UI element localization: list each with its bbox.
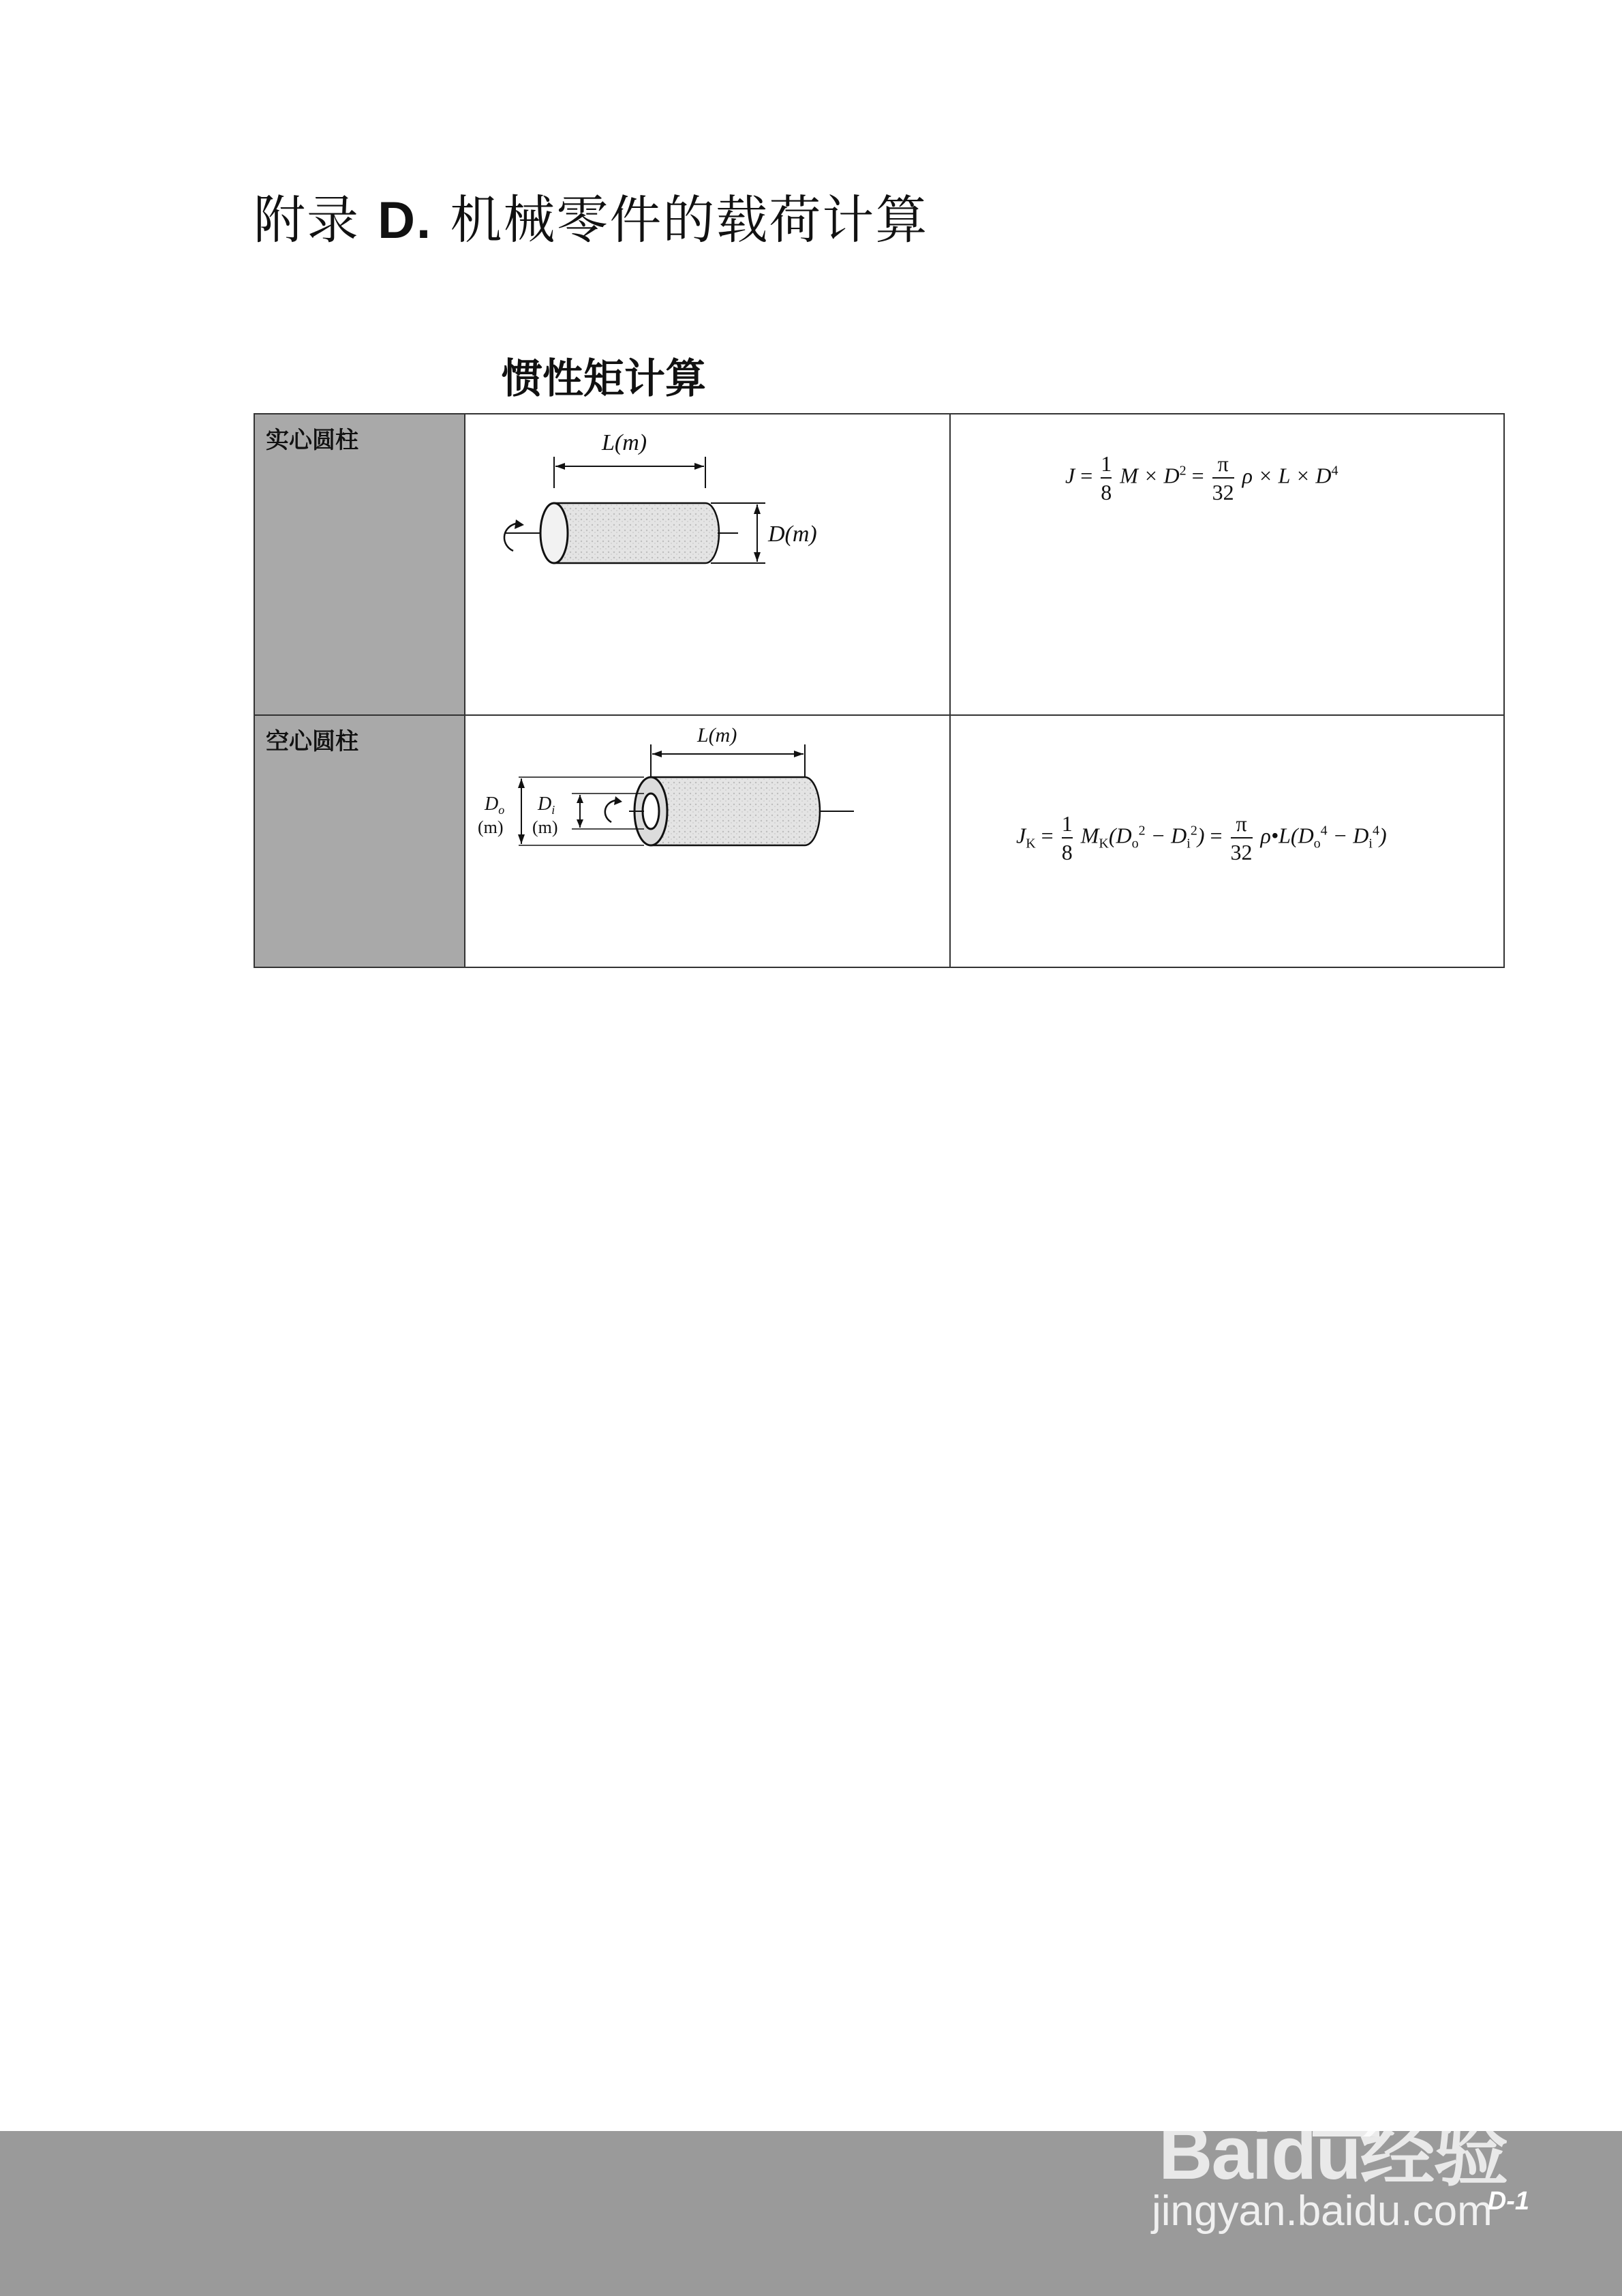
table-row bbox=[254, 715, 1504, 967]
formula-solid: J = $\frac{1}{8}$ $M \times D^2$ = $\frac{\pi}{32}$ $\rho \times L \times D^4$ bbox=[1065, 451, 1338, 504]
inner-unit-label: (m) bbox=[532, 817, 558, 837]
formula-eq: = bbox=[1191, 463, 1204, 488]
formula-cell-hollow bbox=[950, 715, 1504, 967]
watermark-url: jingyan.baidu.com bbox=[1152, 2188, 1493, 2235]
hollow-cylinder-figure bbox=[465, 716, 949, 967]
formula-hollow: $J_K$ = $\frac{1}{8}$ $M_K(D_o^2 - D_i^2)$ = $\frac{\pi}{32}$ $\rho•L(D_o^4 - D_i^4)$ bbox=[1016, 811, 1387, 864]
formula-mid: M × D bbox=[1120, 463, 1180, 488]
watermark-logo: Baidu经验 bbox=[1159, 2111, 1508, 2195]
solid-cylinder-figure bbox=[465, 414, 949, 714]
table-row bbox=[254, 414, 1504, 715]
title-prefix: 附录 bbox=[254, 190, 378, 250]
fraction-one-eighth: $\frac{1}{8}$ bbox=[1061, 811, 1073, 864]
inner-diameter-label: $D_i$ bbox=[538, 794, 555, 817]
hollow-length-label: L(m) bbox=[697, 724, 737, 746]
inertia-table bbox=[254, 413, 1505, 968]
title-suffix: 机械零件的载荷计算 bbox=[432, 190, 929, 250]
outer-diameter-label: $D_o$ bbox=[485, 794, 505, 817]
fraction-pi-32: $\frac{\pi}{32}$ bbox=[1230, 811, 1253, 864]
formula-cell-solid bbox=[950, 414, 1504, 715]
fraction-one-eighth: $\frac{1}{8}$ bbox=[1101, 451, 1112, 504]
formula-lhs: J bbox=[1065, 463, 1075, 488]
formula-eq: = bbox=[1080, 463, 1093, 488]
length-label: L(m) bbox=[602, 430, 647, 455]
fraction-pi-32: $\frac{\pi}{32}$ bbox=[1212, 451, 1234, 504]
figure-cell-hollow bbox=[465, 715, 950, 967]
page-title bbox=[254, 179, 928, 253]
diameter-label: D(m) bbox=[768, 522, 817, 547]
shape-name-hollow: 空心圆柱 bbox=[254, 715, 465, 967]
outer-unit-label: (m) bbox=[478, 817, 504, 837]
title-code: D. bbox=[378, 192, 433, 250]
shape-name-solid: 实心圆柱 bbox=[254, 414, 465, 715]
figure-cell-solid bbox=[465, 414, 950, 715]
page-number: D-1 bbox=[1487, 2187, 1529, 2216]
table-title: 惯性矩计算 bbox=[502, 355, 706, 403]
formula-rhs: ρ × L × D bbox=[1242, 463, 1332, 488]
